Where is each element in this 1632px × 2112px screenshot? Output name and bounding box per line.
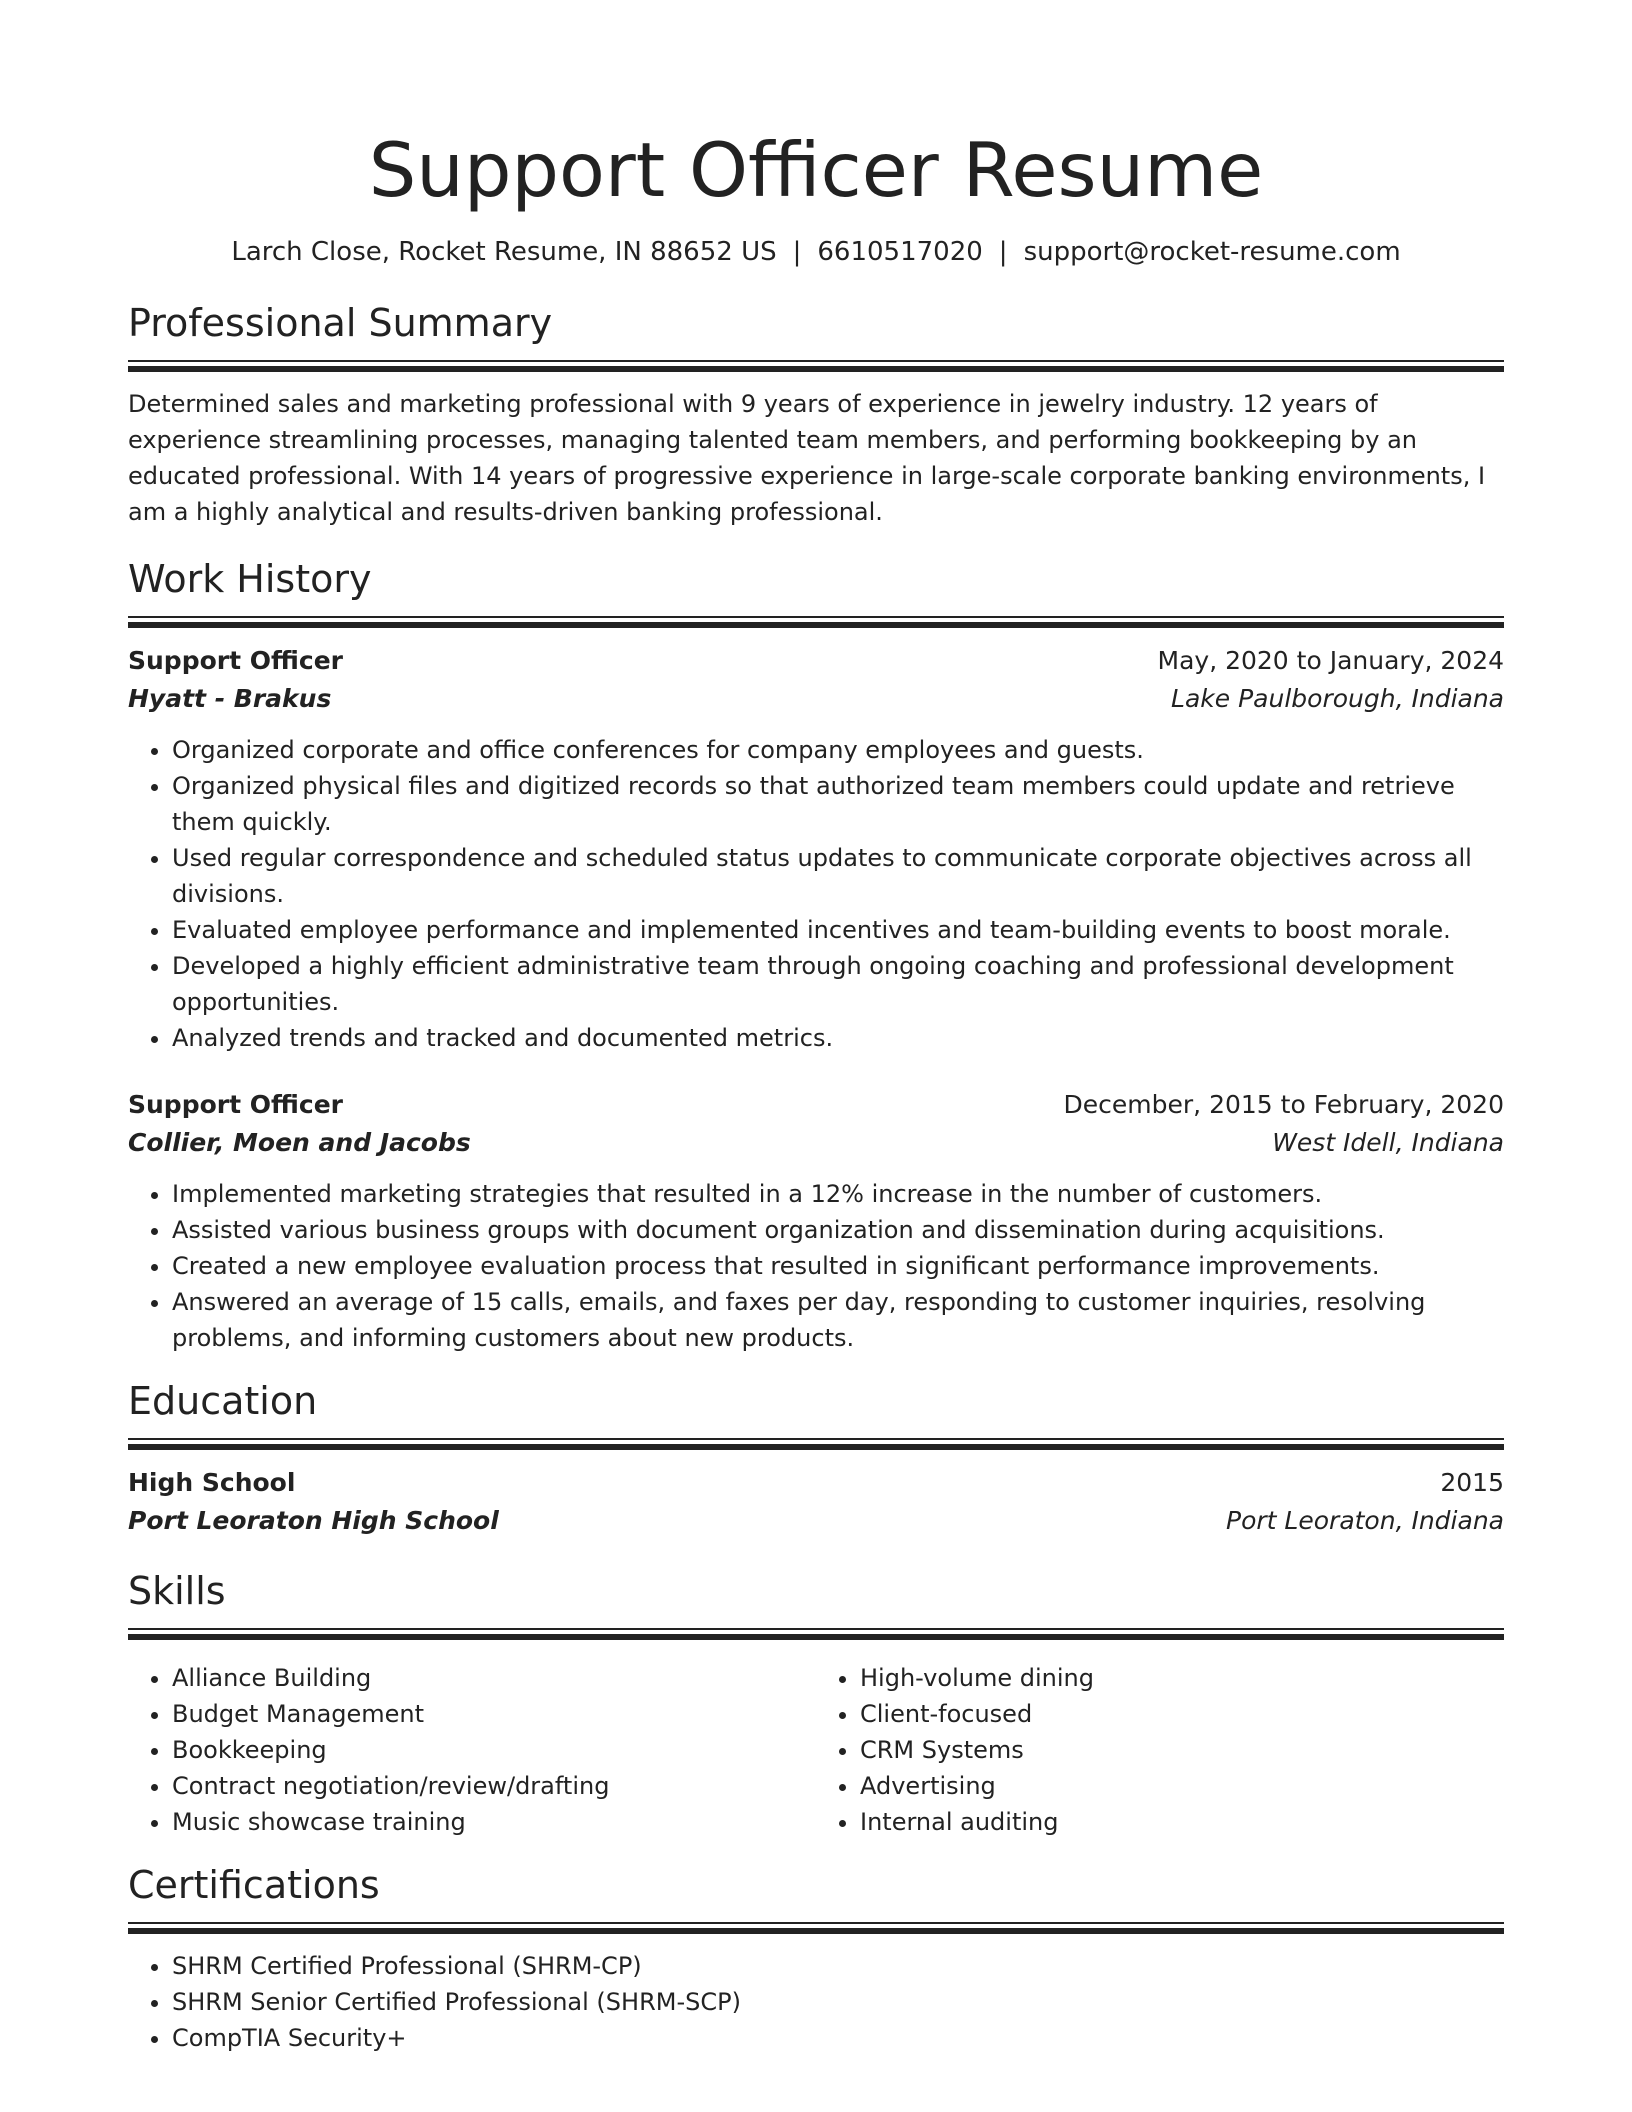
- list-item: • Music showcase training: [172, 1804, 816, 1840]
- section-divider: [128, 616, 1504, 628]
- list-item: • Client-focused: [860, 1696, 1504, 1732]
- job-company: Hyatt - Brakus: [128, 684, 332, 713]
- list-item: • Internal auditing: [860, 1804, 1504, 1840]
- section-divider: [128, 1922, 1504, 1934]
- skills-list-left: [128, 1660, 816, 1840]
- section-heading: Professional Summary: [128, 301, 553, 345]
- summary-text: Determined sales and marketing professional with 9 years of experience in jewelry industry. 12 years of experience streamlining processes, managing talented team members, and performing bookkeeping by an educated professional. With 14 years of progressive experience in large-scale corporate banking environments, I am a highly analytical and results-driven banking professional.: [128, 390, 1486, 526]
- list-item: • Budget Management: [172, 1696, 816, 1732]
- job-bullets: [128, 1176, 1504, 1356]
- contact-address: Larch Close, Rocket Resume, IN 88652 US: [231, 237, 777, 267]
- job-header: [128, 642, 1504, 680]
- section-divider: [128, 1438, 1504, 1450]
- work-section: [128, 554, 1504, 1356]
- education-subheader: [128, 1502, 1504, 1540]
- list-item: • Answered an average of 15 calls, emails, and faxes per day, responding to customer inquiries, resolving problems, and informing customers about new products.: [172, 1284, 1504, 1356]
- list-item: • Alliance Building: [172, 1660, 816, 1696]
- job-entry: [128, 642, 1504, 1056]
- list-item: • Contract negotiation/review/drafting: [172, 1768, 816, 1804]
- list-item: • Used regular correspondence and scheduled status updates to communicate corporate objectives across all divisions.: [172, 840, 1504, 912]
- skills-list-right: [816, 1660, 1504, 1840]
- education-year: 2015: [1440, 1468, 1504, 1497]
- list-item: • CRM Systems: [860, 1732, 1504, 1768]
- education-degree: High School: [128, 1468, 296, 1497]
- section-divider: [128, 1628, 1504, 1640]
- contact-separator: |: [998, 237, 1008, 267]
- job-location: Lake Paulborough, Indiana: [1171, 684, 1504, 713]
- education-location: Port Leoraton, Indiana: [1226, 1506, 1504, 1535]
- list-item: • SHRM Senior Certified Professional (SHRM-SCP): [172, 1984, 1504, 2020]
- list-item: • Assisted various business groups with document organization and dissemination during acquisitions.: [172, 1212, 1504, 1248]
- job-subheader: [128, 1124, 1504, 1162]
- list-item: • Created a new employee evaluation process that resulted in significant performance improvements.: [172, 1248, 1504, 1284]
- list-item: • Organized physical files and digitized records so that authorized team members could update and retrieve them quickly.: [172, 768, 1504, 840]
- section-divider: [128, 360, 1504, 372]
- contact-line: [128, 234, 1504, 270]
- job-bullets: [128, 732, 1504, 1056]
- list-item: • Developed a highly efficient administrative team through ongoing coaching and professional development opportunities.: [172, 948, 1504, 1020]
- contact-email: support@rocket-resume.com: [1023, 237, 1401, 267]
- list-item: • Organized corporate and office conferences for company employees and guests.: [172, 732, 1504, 768]
- job-location: West Idell, Indiana: [1272, 1128, 1504, 1157]
- certifications-list: [128, 1948, 1504, 2056]
- list-item: • CompTIA Security+: [172, 2020, 1504, 2056]
- section-heading: Education: [128, 1379, 318, 1423]
- list-item: • SHRM Certified Professional (SHRM-CP): [172, 1948, 1504, 1984]
- job-title: Support Officer: [128, 646, 343, 675]
- section-heading: Skills: [128, 1569, 226, 1613]
- section-heading: Certifications: [128, 1863, 380, 1907]
- skills-columns: [128, 1654, 1504, 1840]
- job-company: Collier, Moen and Jacobs: [128, 1128, 471, 1157]
- list-item: • High-volume dining: [860, 1660, 1504, 1696]
- section-heading: Work History: [128, 557, 372, 601]
- job-dates: December, 2015 to February, 2020: [1063, 1090, 1504, 1119]
- contact-phone: 6610517020: [817, 237, 983, 267]
- job-dates: May, 2020 to January, 2024: [1157, 646, 1504, 675]
- certifications-section: [128, 1860, 1504, 2056]
- skills-section: [128, 1566, 1504, 1840]
- job-subheader: [128, 680, 1504, 718]
- job-entry: [128, 1086, 1504, 1356]
- list-item: • Advertising: [860, 1768, 1504, 1804]
- list-item: • Implemented marketing strategies that resulted in a 12% increase in the number of customers.: [172, 1176, 1504, 1212]
- education-header: [128, 1464, 1504, 1502]
- job-title: Support Officer: [128, 1090, 343, 1119]
- contact-separator: |: [792, 237, 802, 267]
- job-header: [128, 1086, 1504, 1124]
- list-item: • Analyzed trends and tracked and documented metrics.: [172, 1020, 1504, 1056]
- education-section: [128, 1376, 1504, 1540]
- summary-section: [128, 298, 1504, 530]
- list-item: • Evaluated employee performance and implemented incentives and team-building events to boost morale.: [172, 912, 1504, 948]
- list-item: • Bookkeeping: [172, 1732, 816, 1768]
- education-school: Port Leoraton High School: [128, 1506, 499, 1535]
- page-title: Support Officer Resume: [368, 126, 1264, 214]
